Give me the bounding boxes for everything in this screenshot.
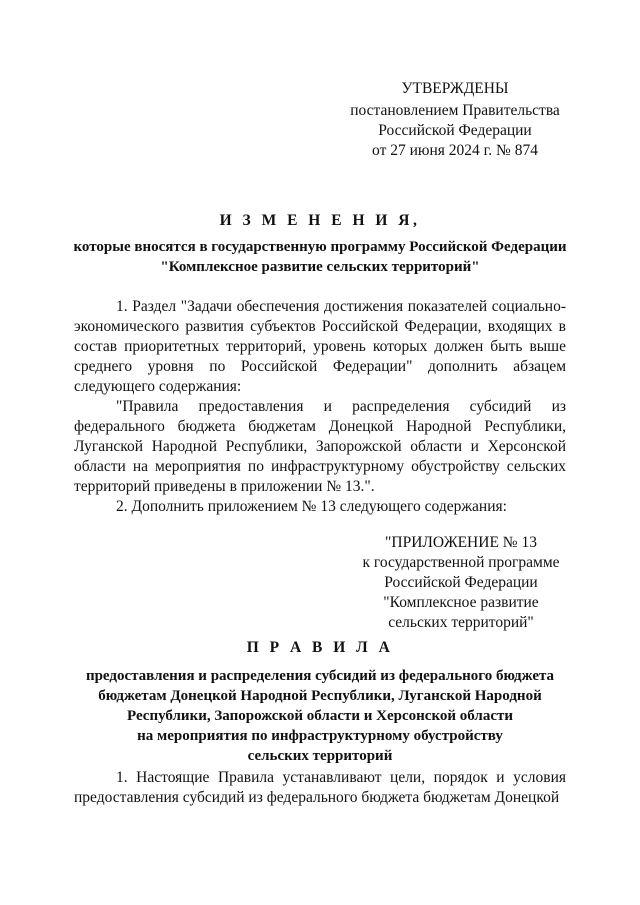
paragraph-3-text: 2. Дополнить приложением № 13 следующего содержания: [116, 498, 507, 515]
changes-title: И З М Е Н Е Н И Я, [219, 212, 421, 229]
rules-subtitle-line-4: на мероприятия по инфраструктурному обустройству [137, 728, 503, 744]
appendix-line-4: "Комплексное развитие [383, 594, 539, 611]
rules-title: П Р А В И Л А [246, 639, 394, 656]
appendix-line-3: Российской Федерации [384, 574, 538, 591]
approval-line-3: от 27 июня 2024 г. № 874 [372, 142, 538, 159]
paragraph-3 [74, 497, 566, 517]
paragraph-1-text: 1. Раздел "Задачи обеспечения достижения показателей социально-экономического развития субъектов Российской Федерации, входящих в состав приоритетных территорий, уровень которых должен быть выше среднего уровня по Российской Федерации" дополнить абзацем следующего содержания: [74, 298, 566, 395]
paragraph-2-text: "Правила предоставления и распределения субсидий из федерального бюджета бюджетам Донецкой Народной Республики, Луганской Народной Республики, Запорожской области и Херсонской области на мероприятия по инфраструктурному обустройству сельских территорий приведены в приложении № 13.". [74, 398, 566, 495]
appendix-line-5: сельских территорий" [388, 614, 534, 631]
paragraph-2 [74, 397, 566, 497]
approval-line-2: Российской Федерации [378, 122, 532, 139]
appendix-line-2: к государственной программе [362, 554, 560, 571]
appendix-block [352, 533, 570, 633]
rules-subtitle-line-3: Республики, Запорожской области и Херсонской области [126, 708, 513, 724]
rules-subtitle-line-2: бюджетам Донецкой Народной Республики, Луганской Народной [98, 688, 542, 704]
rules-paragraph-1-text: 1. Настоящие Правила устанавливают цели, порядок и условия предоставления субсидий из федерального бюджета бюджетам Донецкой [74, 769, 566, 806]
rules-subtitle [60, 666, 580, 766]
approval-line-1: постановлением Правительства [350, 102, 560, 119]
changes-subtitle: которые вносятся в государственную программу Российской Федерации "Комплексное развитие сельских территорий" [73, 239, 567, 275]
appendix-line-1: "ПРИЛОЖЕНИЕ № 13 [385, 534, 537, 551]
paragraph-1 [74, 297, 566, 397]
rules-subtitle-line-1: предоставления и распределения субсидий из федерального бюджета [85, 668, 555, 684]
rules-subtitle-line-5: сельских территорий [247, 748, 393, 764]
approval-heading: УТВЕРЖДЕНЫ [401, 80, 509, 97]
approval-block [325, 79, 585, 161]
rules-paragraph-1 [74, 768, 566, 808]
